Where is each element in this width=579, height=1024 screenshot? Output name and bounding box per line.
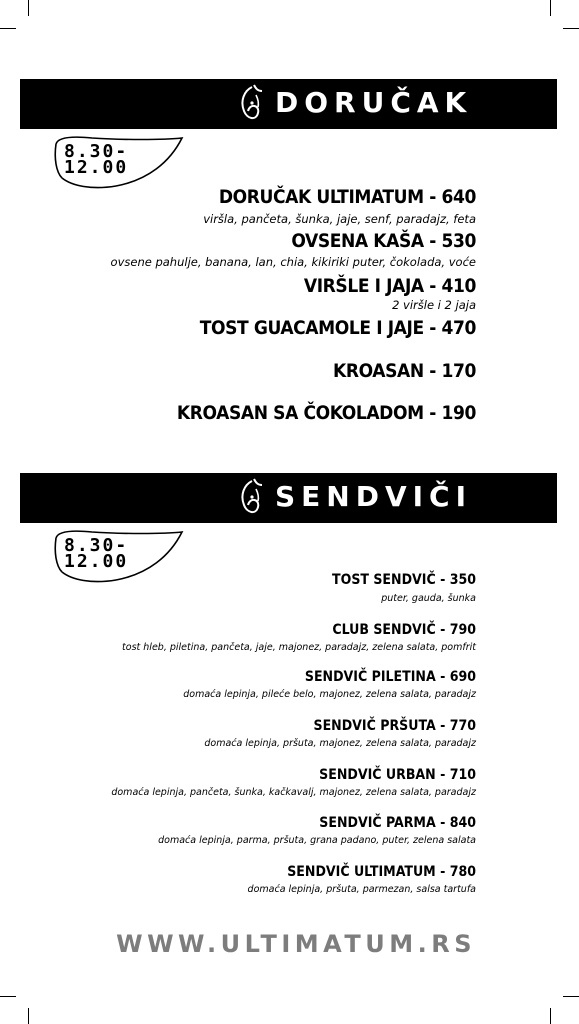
breakfast-heading: DORUČAK: [275, 86, 473, 119]
menu-item-title: TOST GUACAMOLE I JAJE - 470: [199, 317, 476, 339]
hours-line-2: 12.00: [64, 157, 129, 178]
menu-item-description: 2 viršle i 2 jaja: [392, 298, 476, 312]
menu-item-description: domaća lepinja, parma, pršuta, grana padano, puter, zelena salata: [158, 835, 476, 846]
menu-item-description: domaća lepinja, pršuta, majonez, zelena salata, paradajz: [204, 738, 476, 749]
menu-item-title: SENDVIČ PILETINA - 690: [304, 669, 476, 685]
website-url: WWW.ULTIMATUM.RS: [116, 930, 476, 958]
hours-line-1: 8.30-: [64, 141, 129, 162]
menu-item-title: DORUČAK ULTIMATUM - 640: [218, 186, 476, 208]
menu-item-title: SENDVIČ URBAN - 710: [319, 767, 476, 783]
menu-item-title: SENDVIČ ULTIMATUM - 780: [287, 864, 476, 880]
menu-item-description: puter, gauda, šunka: [381, 593, 476, 604]
menu-item-description: tost hleb, piletina, pančeta, jaje, majonez, paradajz, zelena salata, pomfrit: [122, 642, 476, 653]
sandwiches-heading: SENDVIČI: [275, 480, 473, 513]
menu-item-title: KROASAN - 170: [333, 360, 476, 382]
menu-item-title: SENDVIČ PARMA - 840: [319, 815, 476, 831]
menu-item-description: viršla, pančeta, šunka, jaje, senf, paradajz, feta: [203, 212, 476, 226]
menu-item-title: KROASAN SA ČOKOLADOM - 190: [176, 402, 476, 424]
crop-mark: [563, 28, 579, 29]
ultimatum-swirl-logo-icon: [232, 81, 266, 127]
hours-line-1: 8.30-: [64, 535, 129, 556]
menu-item-description: ovsene pahulje, banana, lan, chia, kikiriki puter, čokolada, voće: [110, 255, 476, 269]
sandwiches-hours: [52, 528, 192, 588]
menu-item-title: CLUB SENDVIČ - 790: [332, 622, 476, 638]
hours-line-2: 12.00: [64, 551, 129, 572]
menu-item-description: domaća lepinja, pileće belo, majonez, zelena salata, paradajz: [183, 689, 476, 700]
crop-mark: [0, 996, 16, 997]
crop-mark: [0, 28, 16, 29]
menu-item-description: domaća lepinja, pršuta, parmezan, salsa tartufa: [247, 884, 476, 895]
menu-item-title: TOST SENDVIČ - 350: [332, 572, 476, 588]
breakfast-header-band: [20, 79, 557, 129]
crop-mark: [28, 0, 29, 16]
crop-mark: [563, 996, 579, 997]
breakfast-hours: [52, 134, 192, 194]
crop-mark: [28, 1008, 29, 1024]
menu-item-title: SENDVIČ PRŠUTA - 770: [313, 718, 476, 734]
menu-item-title: VIRŠLE I JAJA - 410: [303, 275, 476, 297]
crop-mark: [550, 1008, 551, 1024]
ultimatum-swirl-logo-icon: [232, 475, 266, 521]
menu-item-title: OVSENA KAŠA - 530: [291, 230, 476, 252]
sandwiches-header-band: [20, 473, 557, 523]
menu-item-description: domaća lepinja, pančeta, šunka, kačkavalj, majonez, zelena salata, paradajz: [111, 787, 476, 798]
crop-mark: [550, 0, 551, 16]
